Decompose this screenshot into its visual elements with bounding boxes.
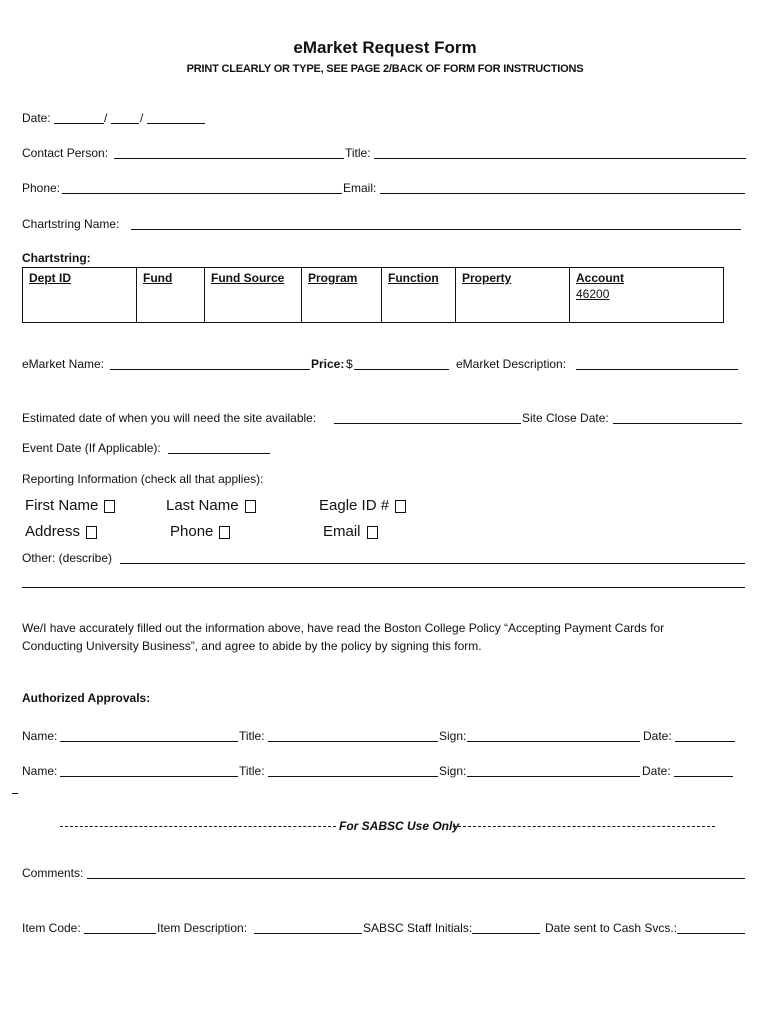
col-property[interactable] (456, 268, 570, 323)
col-fund-source[interactable] (205, 268, 302, 323)
contact-person-field[interactable] (114, 158, 344, 159)
stray-mark (12, 793, 18, 794)
col-program[interactable] (302, 268, 382, 323)
form-title: eMarket Request Form (293, 38, 477, 57)
item-description-label: Item Description: (157, 921, 248, 935)
approvals-heading: Authorized Approvals: (22, 691, 151, 705)
address-label: Address (25, 523, 81, 540)
col-dept-id[interactable] (23, 268, 137, 323)
item-code-label: Item Code: (22, 921, 81, 935)
other-field-line-1[interactable] (120, 563, 745, 564)
event-date-label: Event Date (If Applicable): (22, 441, 161, 455)
reporting-label: Reporting Information (check all that applies): (22, 472, 264, 486)
approval-2-sign-label: Sign: (439, 764, 467, 778)
first-name-label: First Name (25, 497, 99, 514)
first-name-box[interactable] (104, 500, 115, 513)
phone-box[interactable] (219, 526, 230, 539)
account-value: 46200 (576, 287, 610, 301)
col-fund-label: Fund (143, 271, 173, 285)
approval-1-sign-label: Sign: (439, 729, 467, 743)
col-fund[interactable] (137, 268, 205, 323)
approval-1-sign-field[interactable] (467, 741, 640, 742)
agreement-line-1: We/I have accurately filled out the information above, have read the Boston College Policy “Accepting Payment Cards for (22, 621, 665, 635)
date-slash-1: / (104, 111, 108, 125)
title-field[interactable] (374, 158, 746, 159)
email-field[interactable] (380, 193, 745, 194)
date-year-field[interactable] (147, 123, 205, 124)
approval-2-date-label: Date: (642, 764, 671, 778)
emarket-name-field[interactable] (110, 369, 310, 370)
date-label: Date: (22, 111, 51, 125)
col-account[interactable] (570, 268, 724, 323)
approval-1-title-label: Title: (239, 729, 265, 743)
checkbox-email[interactable] (323, 523, 378, 540)
address-box[interactable] (86, 526, 97, 539)
chartstring-name-label: Chartstring Name: (22, 217, 120, 231)
contact-person-label: Contact Person: (22, 146, 109, 160)
other-field-line-2[interactable] (22, 587, 745, 588)
col-dept-id-label: Dept ID (29, 271, 71, 285)
approval-2-name-label: Name: (22, 764, 58, 778)
col-account-label: Account (576, 271, 624, 285)
chartstring-heading: Chartstring: (22, 251, 91, 265)
event-date-field[interactable] (168, 453, 270, 454)
approval-2-date-field[interactable] (674, 776, 733, 777)
chartstring-table (22, 267, 724, 323)
divider-left (60, 826, 336, 827)
date-slash-2: / (140, 111, 144, 125)
item-code-field[interactable] (84, 933, 156, 934)
phone-field[interactable] (62, 193, 342, 194)
approval-1-name-label: Name: (22, 729, 58, 743)
emarket-description-field[interactable] (576, 369, 738, 370)
col-function-label: Function (388, 271, 439, 285)
checkbox-first-name[interactable] (25, 497, 115, 514)
approval-1-name-field[interactable] (60, 741, 238, 742)
emarket-description-label: eMarket Description: (456, 357, 567, 371)
sabsc-use-only-label: For SABSC Use Only (339, 819, 460, 833)
comments-label: Comments: (22, 866, 84, 880)
eagle-id-box[interactable] (395, 500, 406, 513)
item-description-field[interactable] (254, 933, 362, 934)
emarket-name-label: eMarket Name: (22, 357, 105, 371)
eagle-id-label: Eagle ID # (319, 497, 390, 514)
estimated-date-field[interactable] (334, 423, 521, 424)
comments-field[interactable] (87, 878, 745, 879)
email-option-label: Email (323, 523, 361, 540)
staff-initials-label: SABSC Staff Initials: (363, 921, 473, 935)
approval-1-date-label: Date: (643, 729, 672, 743)
price-field[interactable] (354, 369, 449, 370)
approval-2-title-field[interactable] (268, 776, 438, 777)
checkbox-eagle-id[interactable] (319, 497, 406, 514)
site-close-date-label: Site Close Date: (522, 411, 609, 425)
col-function[interactable] (382, 268, 456, 323)
approval-2-title-label: Title: (239, 764, 265, 778)
price-symbol: $ (346, 357, 353, 371)
last-name-box[interactable] (245, 500, 256, 513)
estimated-date-label: Estimated date of when you will need the site available: (22, 411, 317, 425)
col-property-label: Property (462, 271, 512, 285)
email-label: Email: (343, 181, 377, 195)
chartstring-name-field[interactable] (131, 229, 741, 230)
date-day-field[interactable] (111, 123, 139, 124)
col-program-label: Program (308, 271, 358, 285)
email-box[interactable] (367, 526, 378, 539)
date-sent-label: Date sent to Cash Svcs.: (545, 921, 678, 935)
approval-1-date-field[interactable] (675, 741, 735, 742)
checkbox-address[interactable] (25, 523, 97, 540)
phone-label: Phone: (22, 181, 61, 195)
checkbox-last-name[interactable] (166, 497, 256, 514)
other-label: Other: (describe) (22, 551, 113, 565)
title-label: Title: (345, 146, 371, 160)
staff-initials-field[interactable] (472, 933, 540, 934)
date-month-field[interactable] (54, 123, 104, 124)
phone-option-label: Phone (170, 523, 214, 540)
agreement-line-2: Conducting University Business”, and agree to abide by the policy by signing this form. (22, 639, 482, 653)
date-sent-field[interactable] (677, 933, 745, 934)
checkbox-phone[interactable] (170, 523, 230, 540)
approval-2-sign-field[interactable] (467, 776, 640, 777)
site-close-date-field[interactable] (613, 423, 742, 424)
approval-2-name-field[interactable] (60, 776, 238, 777)
col-fund-source-label: Fund Source (211, 271, 285, 285)
approval-1-title-field[interactable] (268, 741, 438, 742)
last-name-label: Last Name (166, 497, 239, 514)
divider-right (453, 826, 715, 827)
price-label: Price: (311, 357, 345, 371)
form-subtitle: PRINT CLEARLY OR TYPE, SEE PAGE 2/BACK OF FORM FOR INSTRUCTIONS (186, 63, 584, 75)
